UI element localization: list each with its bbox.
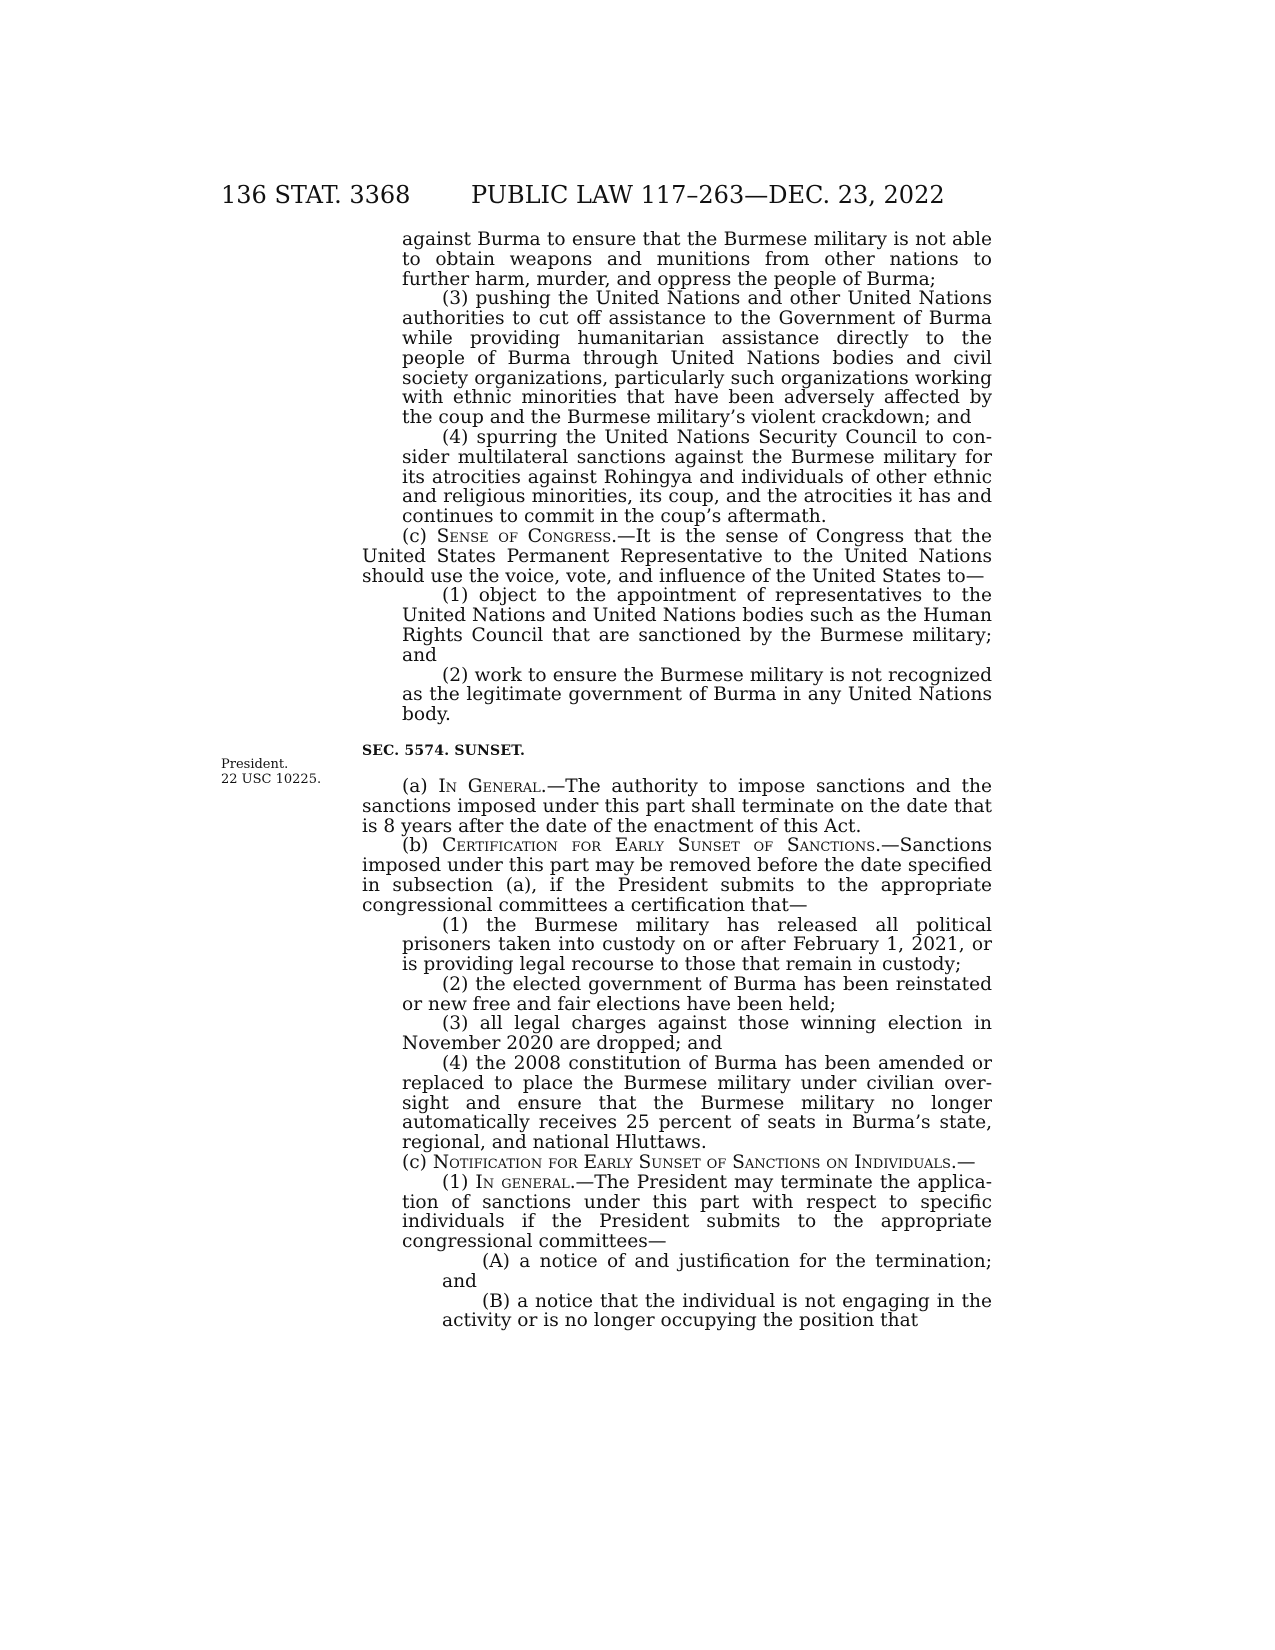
law-title: PUBLIC LAW 117–263—DEC. 23, 2022 bbox=[471, 181, 945, 209]
document-body bbox=[362, 230, 992, 1331]
paragraph-b3-legal: (3) all legal charges against those winning election in November 2020 are dropped; and bbox=[402, 1013, 992, 1055]
margin-note-president: President. bbox=[221, 757, 289, 772]
subsection-b-heading: Certification for Early Sunset of Sanctions bbox=[442, 835, 876, 857]
subsection-cc-label: (c) bbox=[402, 1152, 427, 1174]
paragraph-cc1-heading: In general bbox=[475, 1171, 570, 1193]
subsection-cc-heading: Notification for Early Sunset of Sanctions on Individuals bbox=[432, 1152, 951, 1174]
subsection-c-text: .—It is the sense of Congress that the United States Permanent Representative to the United Nations should use the voice, vote, and influence of the United States to— bbox=[362, 525, 992, 587]
paragraph-continuation: against Burma to ensure that the Burmese military is not able to obtain weapons and munitions from other nations to further harm, murder, and oppress the people of Burma; bbox=[402, 229, 992, 290]
page-ref: 136 STAT. 3368 bbox=[221, 181, 411, 209]
subsection-b bbox=[362, 836, 992, 915]
subsection-c bbox=[362, 527, 992, 586]
section-heading: SEC. 5574. SUNSET. bbox=[362, 742, 526, 759]
page-header bbox=[221, 181, 1001, 211]
margin-note-usc: 22 USC 10225. bbox=[221, 772, 322, 787]
subsection-c-heading: Sense of Congress bbox=[436, 525, 612, 547]
paragraph-b3: (3) pushing the United Nations and other United Nations authorities to cut off assistance to the Government of Burma while providing humanitarian assistance directly to the people of Burma through United Nations bodies and civil society organizations, particularly such organizations working with ethnic minorities that have been adversely affected by the coup and the Burmese military’s violent crackdown; and bbox=[402, 288, 992, 429]
subsection-b-label: (b) bbox=[402, 835, 429, 857]
paragraph-b4: (4) spurring the United Nations Security Council to consider multilateral sanctions against the Burmese military for its atrocities against Rohingya and individuals of other ethnic and religious minorities, its coup, and the atrocities it has and continues to commit in the coup’s aftermath. bbox=[402, 426, 992, 528]
subsection-c-label: (c) bbox=[402, 525, 427, 547]
subparagraph-A: (A) a notice of and justification for the termination; and bbox=[442, 1251, 992, 1292]
subsection-a-text: .—The authority to impose sanctions and the sanctions imposed under this part shall terminate on the date that is 8 years after the date of the enactment of this Act. bbox=[362, 775, 992, 837]
subsection-c-notification bbox=[362, 1153, 992, 1173]
paragraph-c1: (1) object to the appointment of representatives to the United Nations and United Nations bodies such as the Human Rights Council that are sanctioned by the Burmese military; and bbox=[402, 585, 992, 666]
subsection-a-label: (a) bbox=[402, 775, 428, 797]
subsection-a-heading: In General bbox=[438, 775, 541, 797]
subsection-cc-text: .— bbox=[950, 1152, 976, 1174]
paragraph-cc1-text: .—The President may terminate the application of sanctions under this part with respect to specific individuals if the President submits to the appropriate congressional committees— bbox=[402, 1171, 992, 1253]
paragraph-cc1-label: (1) bbox=[442, 1171, 469, 1193]
subsection-b-text: .—Sanctions imposed under this part may be removed before the date specified in subsection (a), if the President submits to the appropriate congressional committees a certification that— bbox=[362, 835, 992, 916]
paragraph-b1: (1) the Burmese military has released all political prisoners taken into custody on or after February 1, 2021, or is providing legal recourse to those that remain in custody; bbox=[402, 914, 992, 976]
paragraph-b4-constitution: (4) the 2008 constitution of Burma has been amended or replaced to place the Burmese military under civilian oversight and ensure that the Burmese military no longer automatically receives 25 percent of seats in Burma’s state, regional, and national Hluttaws. bbox=[402, 1053, 992, 1154]
subparagraph-B: (B) a notice that the individual is not engaging in the activity or is no longer occupying the position that bbox=[442, 1290, 992, 1332]
subsection-a bbox=[362, 777, 992, 836]
paragraph-c2: (2) work to ensure the Burmese military is not recognized as the legitimate government of Burma in any United Nations body. bbox=[402, 664, 992, 726]
margin-note bbox=[221, 757, 341, 787]
paragraph-b2: (2) the elected government of Burma has been reinstated or new free and fair elections have been held; bbox=[402, 973, 992, 1015]
paragraph-cc1 bbox=[362, 1173, 992, 1252]
